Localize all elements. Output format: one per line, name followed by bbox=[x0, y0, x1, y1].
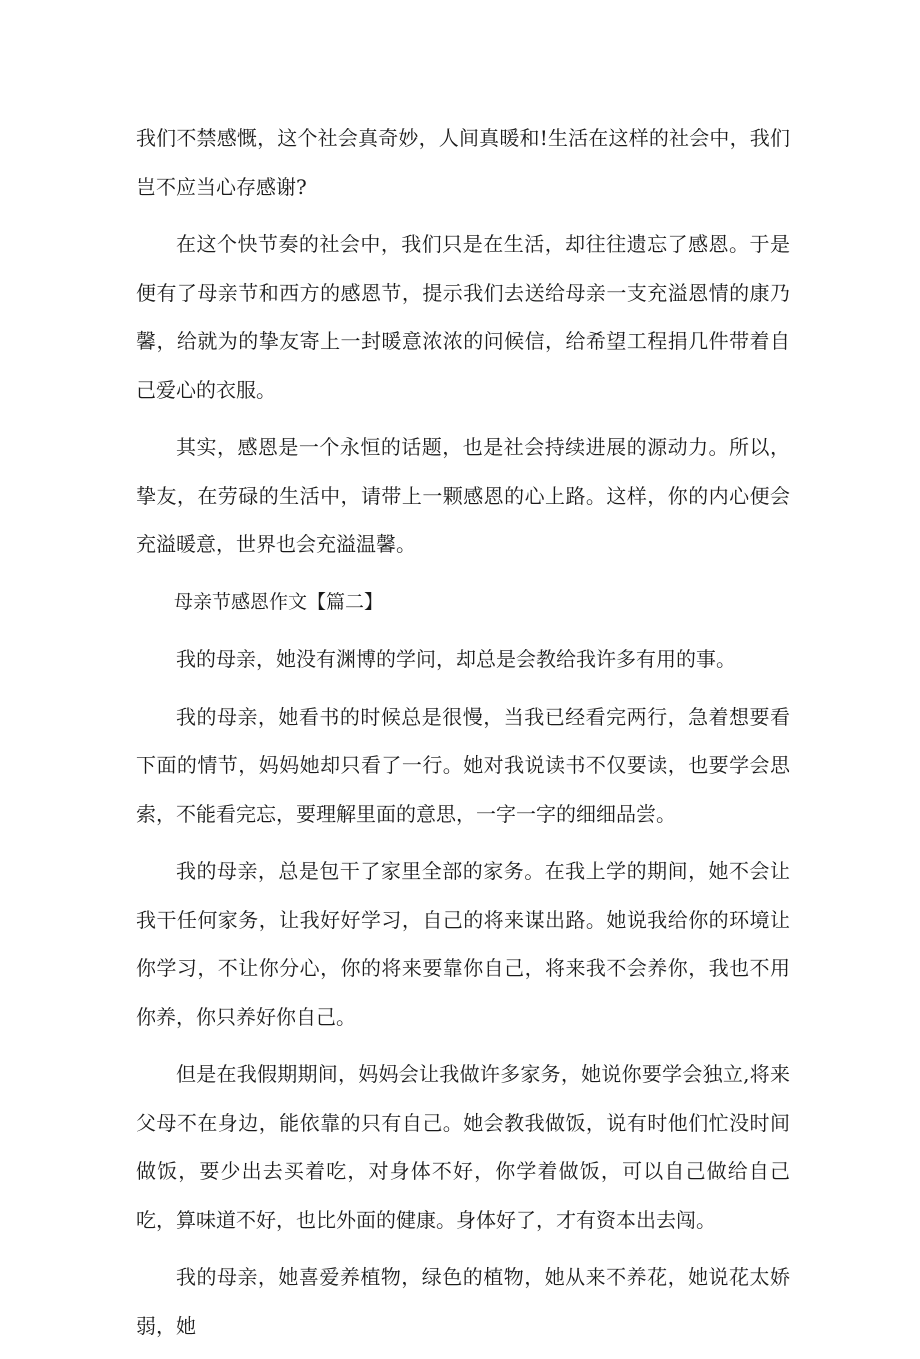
paragraph: 我的母亲，总是包干了家里全部的家务。在我上学的期间，她不会让我干任何家务，让我好好学习，自己的将来谋出路。她说我给你的环境让你学习，不让你分心，你的将来要靠你自己，将来我不会养你，我也不用你养，你只养好你自己。 bbox=[136, 859, 790, 1029]
paragraph: 但是在我假期期间，妈妈会让我做许多家务，她说你要学会独立,将来父母不在身边，能依靠的只有自己。她会教我做饭，说有时他们忙没时间做饭，要少出去买着吃，对身体不好，你学着做饭，可以自己做给自己吃，算味道不好，也比外面的健康。身体好了，才有资本出去闯。 bbox=[136, 1062, 790, 1232]
document-body bbox=[136, 114, 790, 1359]
section-heading: 母亲节感恩作文【篇二】 bbox=[174, 590, 384, 613]
paragraph: 我的母亲，她看书的时候总是很慢，当我已经看完两行，急着想要看下面的情节，妈妈她却只看了一行。她对我说读书不仅要读，也要学会思索，不能看完忘，要理解里面的意思，一字一字的细细品尝。 bbox=[136, 704, 790, 826]
paragraph: 我的母亲，她喜爱养植物，绿色的植物，她从来不养花，她说花太娇弱，她 bbox=[136, 1265, 790, 1338]
paragraph-continuation: 我们不禁感慨，这个社会真奇妙，人间真暖和!生活在这样的社会中，我们岂不应当心存感谢? bbox=[136, 126, 790, 199]
paragraph: 在这个快节奏的社会中，我们只是在生活，却往往遗忘了感恩。于是便有了母亲节和西方的感恩节，提示我们去送给母亲一支充溢恩情的康乃馨，给就为的挚友寄上一封暖意浓浓的问候信，给希望工程捐几件带着自己爱心的衣服。 bbox=[136, 232, 790, 402]
paragraph: 其实，感恩是一个永恒的话题，也是社会持续进展的源动力。所以，挚友，在劳碌的生活中，请带上一颗感恩的心上路。这样，你的内心便会充溢暖意，世界也会充溢温馨。 bbox=[136, 435, 790, 556]
paragraph: 我的母亲，她没有渊博的学问，却总是会教给我许多有用的事。 bbox=[176, 647, 736, 671]
